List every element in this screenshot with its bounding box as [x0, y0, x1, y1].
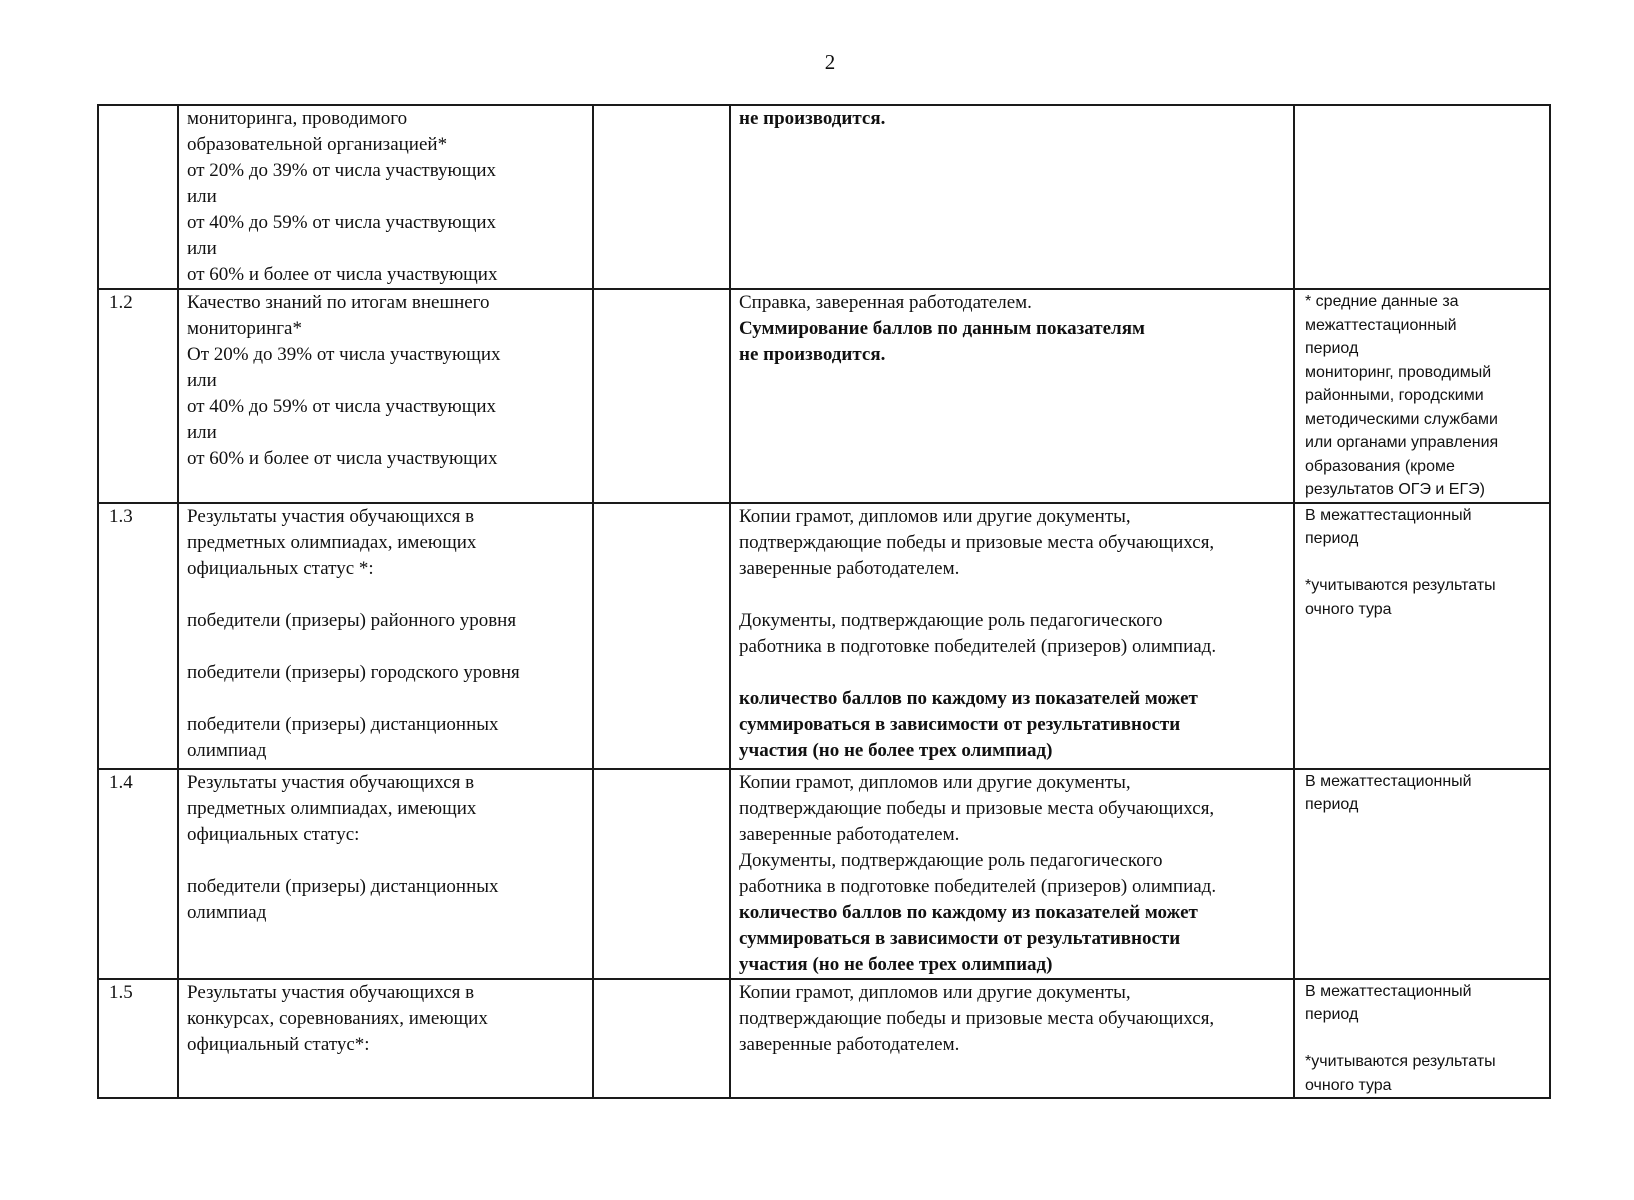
indicator-line: Качество знаний по итогам внешнего [187, 292, 490, 313]
documents-bold-line: суммироваться в зависимости от результативности [739, 713, 1181, 735]
row-number-cell: 1.4 [98, 769, 178, 979]
indicator-line: от 60% и более от числа участвующих [187, 448, 498, 469]
documents-line: заверенные работодателем. [739, 1033, 960, 1055]
documents-bold-line: не производится. [739, 344, 886, 365]
documents-line: работника в подготовке победителей (призеров) олимпиад. [739, 875, 1217, 897]
documents-bold-line: Суммирование баллов по данным показателям [739, 318, 1145, 339]
table-row [98, 289, 1550, 503]
points-cell [593, 503, 730, 769]
notes-cell [1294, 979, 1550, 1099]
note-line: В межаттестационный [1305, 506, 1472, 524]
indicator-item: победители (призеры) городского уровня [187, 661, 520, 683]
note-line: мониторинг, проводимый [1305, 363, 1492, 381]
indicator-line: мониторинга* [187, 318, 302, 339]
notes-cell [1294, 503, 1550, 769]
note-line: результатов ОГЭ и ЕГЭ) [1305, 481, 1485, 498]
indicator-item: олимпиад [187, 901, 267, 923]
indicator-line: конкурсах, соревнованиях, имеющих [187, 1007, 488, 1029]
note-line: очного тура [1305, 1076, 1392, 1094]
indicator-line: от 40% до 59% от числа участвующих [187, 212, 497, 233]
indicator-line: официальный статус*: [187, 1033, 370, 1055]
documents-bold-line: участия (но не более трех олимпиад) [739, 953, 1053, 975]
indicator-line: от 60% и более от числа участвующих [187, 264, 498, 285]
note-line: В межаттестационный [1305, 982, 1472, 1000]
indicator-cell [178, 105, 593, 289]
table-row [98, 979, 1550, 1099]
points-cell [593, 105, 730, 289]
indicator-line: или [187, 370, 217, 391]
indicator-line: от 20% до 39% от числа участвующих [187, 160, 497, 181]
note-line: образования (кроме [1305, 457, 1455, 475]
documents-cell [730, 289, 1294, 503]
documents-line: Документы, подтверждающие роль педагогического [739, 609, 1163, 631]
indicator-line: официальных статус *: [187, 557, 374, 579]
notes-cell [1294, 769, 1550, 979]
indicator-item: олимпиад [187, 739, 267, 761]
criteria-table [97, 104, 1551, 1099]
documents-line: Документы, подтверждающие роль педагогического [739, 849, 1163, 871]
note-line: районными, городскими [1305, 387, 1484, 404]
note-line: *учитываются результаты [1305, 577, 1496, 594]
documents-cell [730, 105, 1294, 289]
points-cell [593, 979, 730, 1099]
note-line: очного тура [1305, 600, 1392, 618]
indicator-cell [178, 769, 593, 979]
indicator-cell [178, 503, 593, 769]
table-row [98, 105, 1550, 289]
documents-cell [730, 769, 1294, 979]
indicator-line: или [187, 238, 217, 259]
row-number-cell: 1.5 [98, 979, 178, 1099]
indicator-line: предметных олимпиадах, имеющих [187, 531, 477, 553]
points-cell [593, 769, 730, 979]
note-line: период [1305, 340, 1359, 357]
documents-line: подтверждающие победы и призовые места обучающихся, [739, 797, 1215, 819]
row-number-cell [98, 105, 178, 289]
indicator-item: победители (призеры) районного уровня [187, 609, 517, 631]
indicator-line: Результаты участия обучающихся в [187, 505, 475, 527]
indicator-item: победители (призеры) дистанционных [187, 875, 499, 897]
indicator-cell [178, 289, 593, 503]
documents-line: Копии грамот, дипломов или другие документы, [739, 505, 1131, 527]
documents-bold-line: суммироваться в зависимости от результативности [739, 927, 1181, 949]
documents-line: подтверждающие победы и призовые места обучающихся, [739, 531, 1215, 553]
note-line: период [1305, 530, 1359, 547]
indicator-line: мониторинга, проводимого [187, 108, 408, 129]
documents-line: заверенные работодателем. [739, 823, 960, 845]
documents-bold-line: количество баллов по каждому из показателей может [739, 687, 1198, 709]
indicator-line: Результаты участия обучающихся в [187, 981, 475, 1003]
table-row [98, 503, 1550, 769]
indicator-cell [178, 979, 593, 1099]
indicator-line: или [187, 186, 217, 207]
documents-line: заверенные работодателем. [739, 557, 960, 579]
indicator-line: предметных олимпиадах, имеющих [187, 797, 477, 819]
points-cell [593, 289, 730, 503]
documents-line: подтверждающие победы и призовые места обучающихся, [739, 1007, 1215, 1029]
documents-bold-line: участия (но не более трех олимпиад) [739, 739, 1053, 761]
documents-cell [730, 979, 1294, 1099]
indicator-item: победители (призеры) дистанционных [187, 713, 499, 735]
notes-cell [1294, 289, 1550, 503]
page-number: 2 [824, 50, 836, 74]
indicator-line: от 40% до 59% от числа участвующих [187, 396, 497, 417]
indicator-line: Результаты участия обучающихся в [187, 771, 475, 793]
note-line: В межаттестационный [1305, 772, 1472, 790]
table-row [98, 769, 1550, 979]
note-line: методическими службами [1305, 410, 1498, 428]
note-line: период [1305, 1006, 1359, 1023]
indicator-line: или [187, 422, 217, 443]
row-number-cell: 1.3 [98, 503, 178, 769]
notes-cell [1294, 105, 1550, 289]
note-line: период [1305, 796, 1359, 813]
note-line: *учитываются результаты [1305, 1053, 1496, 1070]
documents-bold-line: не производится. [739, 108, 886, 129]
documents-line: работника в подготовке победителей (призеров) олимпиад. [739, 635, 1217, 657]
documents-line: Справка, заверенная работодателем. [739, 292, 1032, 313]
indicator-line: От 20% до 39% от числа участвующих [187, 344, 501, 365]
indicator-line: официальных статус: [187, 823, 360, 845]
note-line: межаттестационный [1305, 316, 1457, 334]
row-number-cell: 1.2 [98, 289, 178, 503]
documents-line: Копии грамот, дипломов или другие документы, [739, 771, 1131, 793]
note-line: или органами управления [1305, 434, 1499, 451]
documents-line: Копии грамот, дипломов или другие документы, [739, 981, 1131, 1003]
note-line: * средние данные за [1305, 293, 1459, 310]
documents-cell [730, 503, 1294, 769]
indicator-line: образовательной организацией* [187, 134, 448, 155]
documents-bold-line: количество баллов по каждому из показателей может [739, 901, 1198, 923]
